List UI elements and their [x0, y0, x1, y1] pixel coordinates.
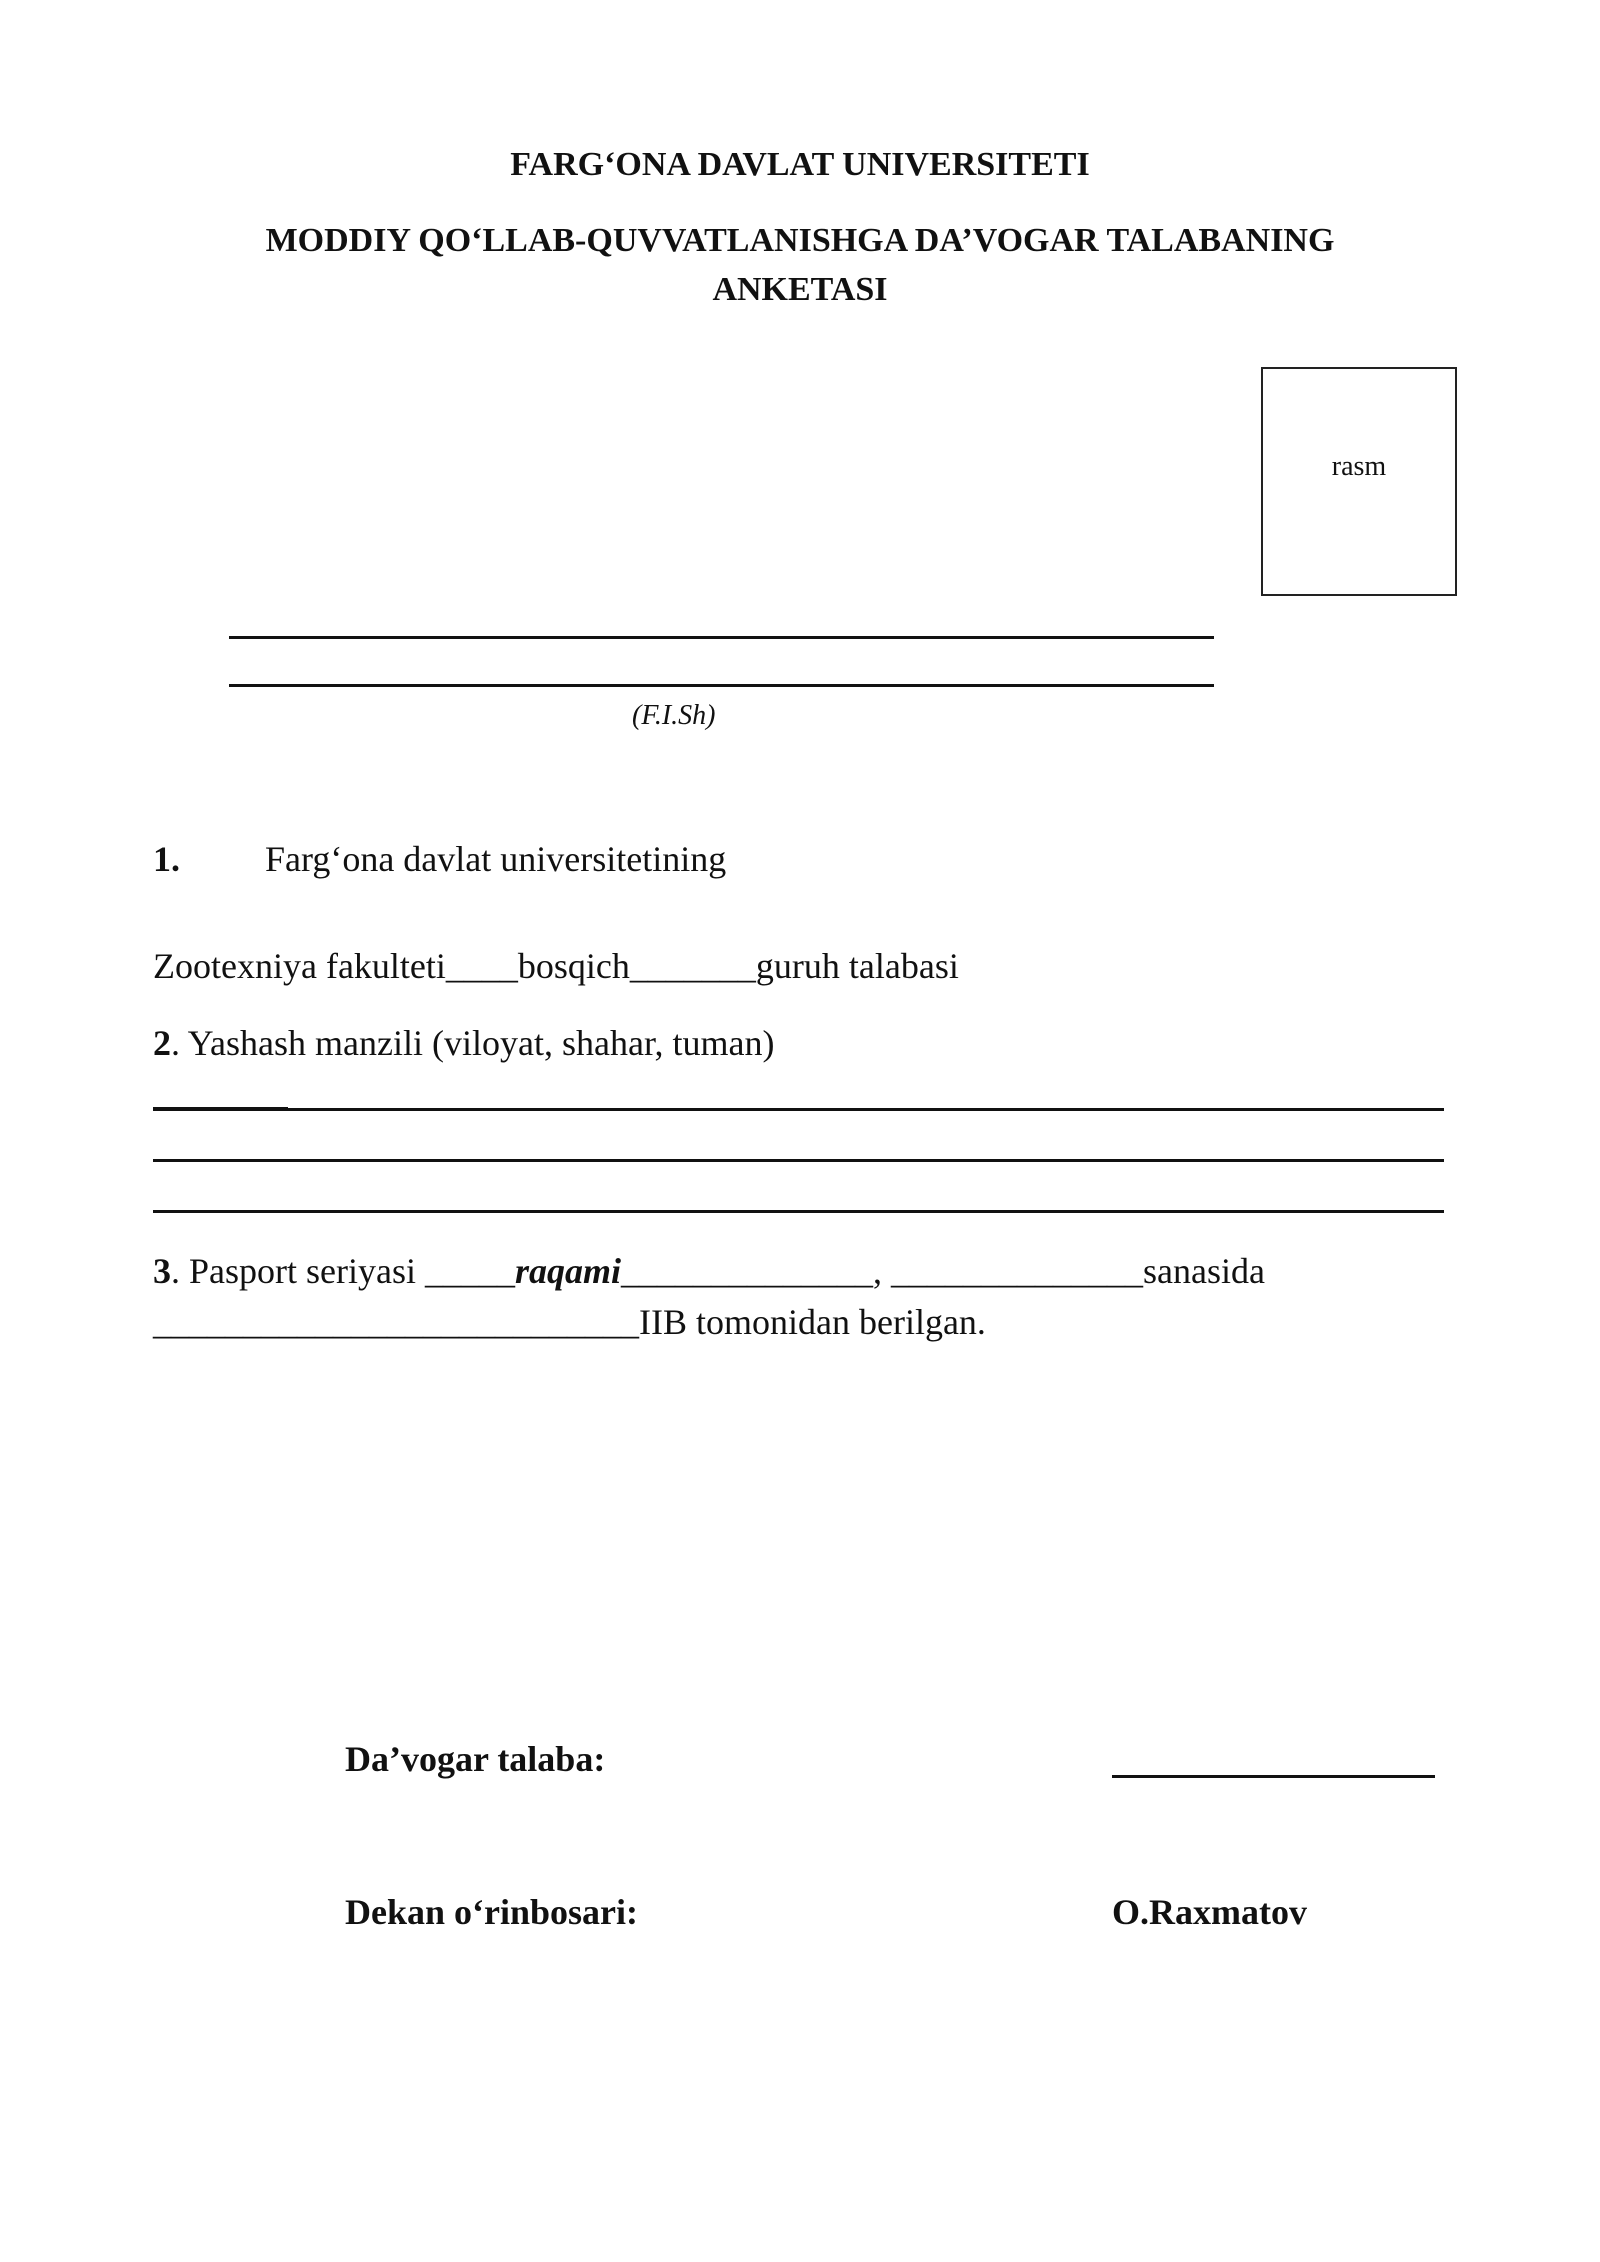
photo-label: rasm	[1331, 451, 1387, 482]
item2-number: 2	[153, 1023, 171, 1063]
passport-number-date-blanks[interactable]: ______________, ______________	[620, 1251, 1143, 1291]
faculty-line	[153, 945, 959, 987]
address-line-3[interactable]	[153, 1210, 1444, 1213]
course-blank[interactable]: ____	[445, 946, 518, 986]
passport-series-label: . Pasport seriyasi	[171, 1251, 425, 1291]
course-label: bosqich	[517, 946, 630, 986]
photo-box[interactable]	[1261, 367, 1457, 596]
university-title: FARG‘ONA DAVLAT UNIVERSITETI	[510, 146, 1090, 183]
full-name-line-2[interactable]	[229, 684, 1214, 687]
passport-series-blank[interactable]: _____	[424, 1251, 515, 1291]
passport-line	[153, 1250, 1265, 1292]
passport-number-label: raqami	[514, 1251, 621, 1291]
issued-by-line: ___________________________IIB tomonidan berilgan.	[153, 1302, 986, 1342]
group-label: guruh talabasi	[755, 946, 959, 986]
item2-text: . Yashash manzili (viloyat, shahar, tuman)	[171, 1023, 775, 1063]
applicant-signature-line[interactable]	[1112, 1775, 1435, 1778]
item3-number: 3	[153, 1251, 171, 1291]
full-name-caption: (F.I.Sh)	[632, 700, 716, 731]
faculty-name: Zootexniya fakulteti	[153, 946, 446, 986]
form-title-line1: MODDIY QO‘LLAB-QUVVATLANISHGA DA’VOGAR TALABANING	[265, 222, 1335, 259]
address-line-2[interactable]	[153, 1159, 1444, 1162]
applicant-label: Da’vogar talaba:	[345, 1739, 606, 1779]
issue-date-label: sanasida	[1142, 1251, 1265, 1291]
dean-name: O.Raxmatov	[1112, 1892, 1307, 1932]
group-blank[interactable]: _______	[629, 946, 756, 986]
item1-text: Farg‘ona davlat universitetining	[265, 839, 727, 879]
full-name-line-1[interactable]	[229, 636, 1214, 639]
item1-number: 1.	[153, 839, 180, 879]
dean-label: Dekan o‘rinbosari:	[345, 1892, 639, 1932]
item2-line	[153, 1022, 774, 1064]
address-line-1[interactable]	[153, 1108, 1444, 1111]
form-title-line2: ANKETASI	[712, 271, 888, 308]
